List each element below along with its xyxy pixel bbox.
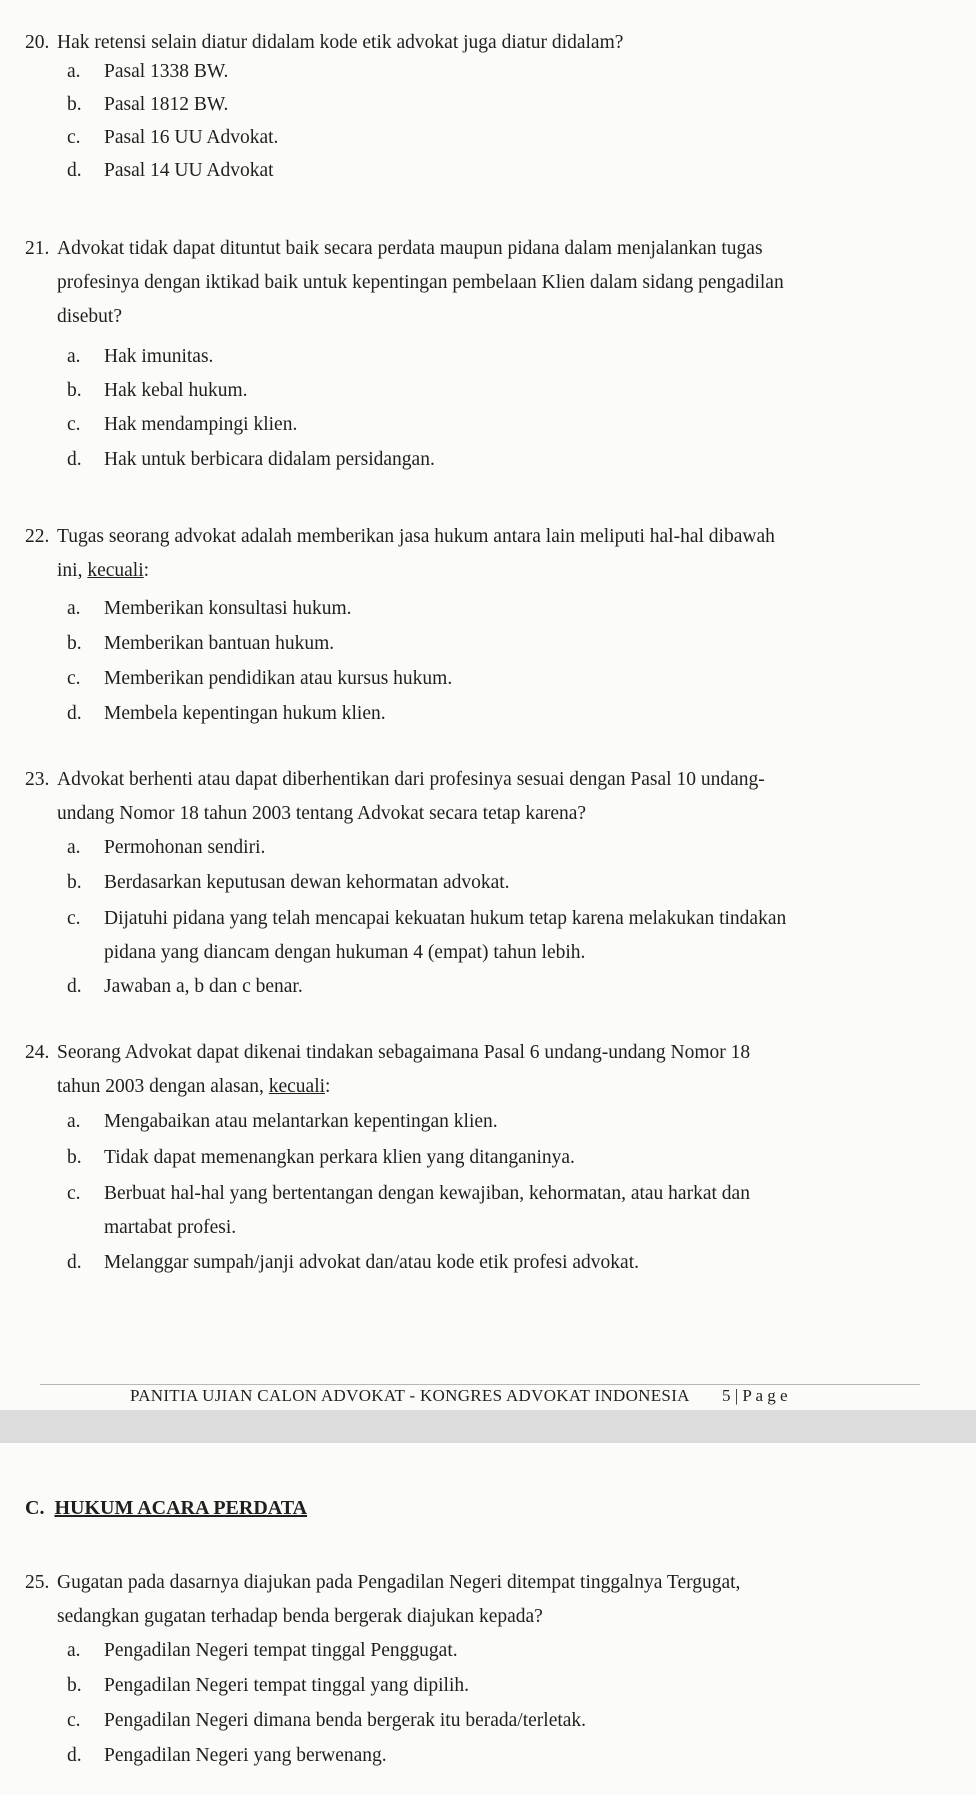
question-line xyxy=(57,554,865,588)
option-text: Pengadilan Negeri tempat tinggal yang dipilih. xyxy=(104,1675,469,1696)
question-line-start: tahun 2003 dengan alasan, xyxy=(57,1076,269,1097)
option-text: Hak imunitas. xyxy=(104,346,214,367)
footer-organization: PANITIA UJIAN CALON ADVOKAT - KONGRES ADVOKAT INDONESIA xyxy=(130,1386,690,1405)
question-line: Advokat berhenti atau dapat diberhentikan dari profesinya sesuai dengan Pasal 10 undang- xyxy=(57,769,765,790)
option-text: Memberikan pendidikan atau kursus hukum. xyxy=(104,668,453,689)
option-letter: b. xyxy=(67,872,82,893)
option-text: Hak kebal hukum. xyxy=(104,380,248,401)
option-text: Pengadilan Negeri yang berwenang. xyxy=(104,1745,387,1766)
question-line-start: ini, xyxy=(57,560,88,581)
question-line: Gugatan pada dasarnya diajukan pada Pengadilan Negeri ditempat tinggalnya Tergugat, xyxy=(57,1572,741,1593)
question-number: 24. xyxy=(25,1042,50,1063)
option-letter: a. xyxy=(67,598,81,619)
option-letter: c. xyxy=(67,127,81,148)
punctuation: : xyxy=(325,1076,331,1097)
punctuation: : xyxy=(143,560,150,581)
option-text: Memberikan bantuan hukum. xyxy=(104,633,335,654)
option-text: Permohonan sendiri. xyxy=(104,837,266,858)
option-letter: a. xyxy=(67,837,81,858)
footer-divider xyxy=(40,1384,920,1385)
question-text xyxy=(57,1566,865,1634)
question-number: 25. xyxy=(25,1572,50,1593)
option-letter: d. xyxy=(67,1745,82,1766)
option-text: Pasal 1338 BW. xyxy=(104,61,229,82)
option-text: pidana yang diancam dengan hukuman 4 (empat) tahun lebih. xyxy=(104,942,586,963)
question-line: profesinya dengan iktikad baik untuk kepentingan pembelaan Klien dalam sidang pengadilan xyxy=(57,272,784,293)
option-letter: c. xyxy=(67,414,81,435)
question-text xyxy=(57,763,865,831)
question-line: disebut? xyxy=(57,306,122,327)
option-text: Jawaban a, b dan c benar. xyxy=(104,976,303,997)
question-text xyxy=(57,232,865,334)
question-line: Hak retensi selain diatur didalam kode etik advokat juga diatur didalam? xyxy=(57,32,624,53)
option-letter: d. xyxy=(67,976,82,997)
option-letter: a. xyxy=(67,61,81,82)
option-text: Hak mendampingi klien. xyxy=(104,414,298,435)
question-number: 21. xyxy=(25,238,50,259)
option-text: Memberikan konsultasi hukum. xyxy=(104,598,352,619)
option-letter: d. xyxy=(67,703,82,724)
option-letter: b. xyxy=(67,633,82,654)
option-text: Tidak dapat memenangkan perkara klien yang ditanganinya. xyxy=(104,1147,575,1168)
exam-page-6 xyxy=(0,1443,976,1795)
option-text: martabat profesi. xyxy=(104,1217,237,1238)
option-letter: d. xyxy=(67,160,82,181)
option-text: Mengabaikan atau melantarkan kepentingan klien. xyxy=(104,1111,498,1132)
underlined-keyword: kecuali xyxy=(87,560,144,581)
question-line: undang Nomor 18 tahun 2003 tentang Advokat secara tetap karena? xyxy=(57,803,587,824)
option-letter: c. xyxy=(67,1183,81,1204)
section-letter: C. xyxy=(25,1497,45,1519)
option-text: Dijatuhi pidana yang telah mencapai kekuatan hukum tetap karena melakukan tindakan xyxy=(104,908,787,929)
option-letter: a. xyxy=(67,1111,81,1132)
question-line: sedangkan gugatan terhadap benda bergerak diajukan kepada? xyxy=(57,1606,543,1627)
option-text: Pasal 16 UU Advokat. xyxy=(104,127,279,148)
option-letter: d. xyxy=(67,1252,82,1273)
question-text xyxy=(57,520,865,588)
option-text: Melanggar sumpah/janji advokat dan/atau kode etik profesi advokat. xyxy=(104,1252,640,1273)
option-letter: a. xyxy=(67,1640,81,1661)
option-text: Berdasarkan keputusan dewan kehormatan advokat. xyxy=(104,872,510,893)
option-letter: b. xyxy=(67,1675,82,1696)
question-line: Advokat tidak dapat dituntut baik secara perdata maupun pidana dalam menjalankan tugas xyxy=(57,238,763,259)
section-title: HUKUM ACARA PERDATA xyxy=(54,1497,308,1519)
option-text: Pengadilan Negeri tempat tinggal Penggugat. xyxy=(104,1640,458,1661)
option-text: Membela kepentingan hukum klien. xyxy=(104,703,386,724)
question-text xyxy=(57,1036,865,1104)
page-number: 5 | P a g e xyxy=(722,1386,788,1405)
option-text: Pengadilan Negeri dimana benda bergerak itu berada/terletak. xyxy=(104,1710,587,1731)
page-separator xyxy=(0,1410,976,1443)
option-text: Hak untuk berbicara didalam persidangan. xyxy=(104,449,435,470)
option-letter: c. xyxy=(67,1710,81,1731)
option-letter: c. xyxy=(67,908,81,929)
option-letter: a. xyxy=(67,346,81,367)
question-number: 23. xyxy=(25,769,50,790)
question-number: 22. xyxy=(25,526,50,547)
option-letter: b. xyxy=(67,1147,82,1168)
question-line xyxy=(57,1070,865,1104)
section-heading xyxy=(25,1497,307,1520)
option-letter: c. xyxy=(67,668,81,689)
option-text: Pasal 1812 BW. xyxy=(104,94,229,115)
option-text: Berbuat hal-hal yang bertentangan dengan kewajiban, kehormatan, atau harkat dan xyxy=(104,1183,750,1204)
underlined-keyword: kecuali xyxy=(268,1076,326,1097)
question-number: 20. xyxy=(25,32,50,53)
option-letter: b. xyxy=(67,380,82,401)
option-letter: d. xyxy=(67,449,82,470)
option-text: Pasal 14 UU Advokat xyxy=(104,160,274,181)
option-letter: b. xyxy=(67,94,82,115)
question-line: Seorang Advokat dapat dikenai tindakan sebagaimana Pasal 6 undang-undang Nomor 18 xyxy=(57,1042,751,1063)
question-line: Tugas seorang advokat adalah memberikan jasa hukum antara lain meliputi hal-hal dibawah xyxy=(57,526,775,547)
